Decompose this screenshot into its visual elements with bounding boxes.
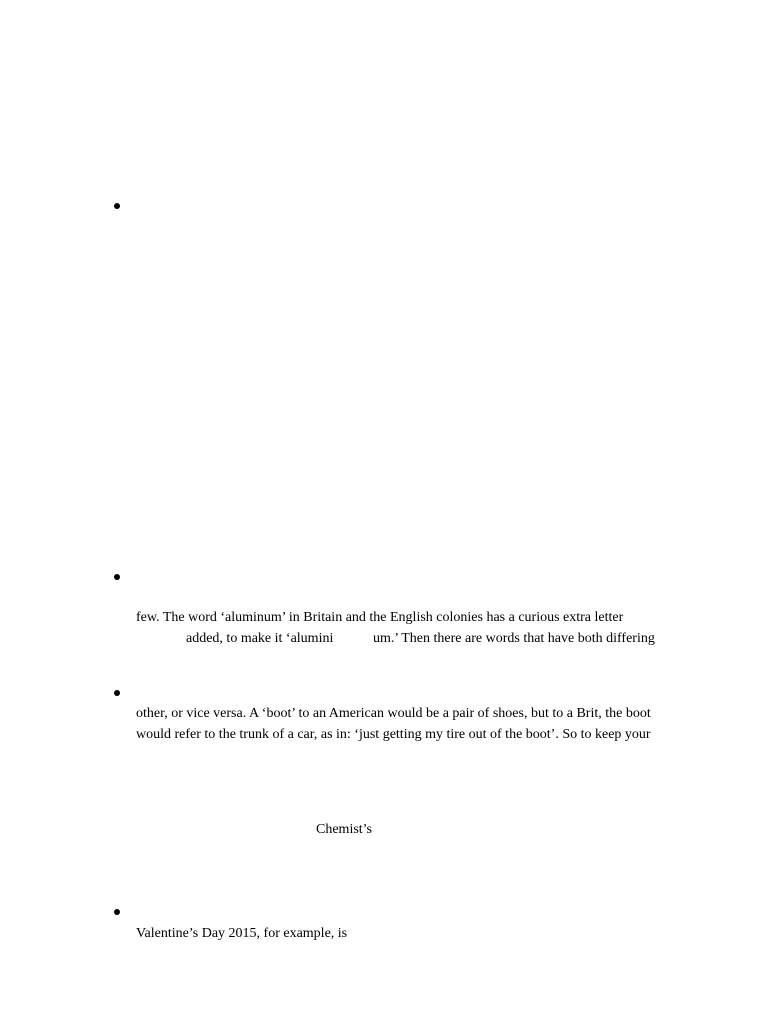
body-text-line: um.’ Then there are words that have both differing: [373, 631, 655, 646]
bullet-1: [114, 203, 120, 209]
bullet-2: [114, 574, 120, 580]
body-text-line: added, to make it ‘alumini: [186, 631, 334, 646]
body-text-line: other, or vice versa. A ‘boot’ to an American would be a pair of shoes, but to a Brit, the boot: [136, 706, 651, 721]
body-text-line: Valentine’s Day 2015, for example, is: [136, 926, 348, 941]
body-text-line: Chemist’s: [316, 822, 373, 837]
body-text-line: few. The word ‘aluminum’ in Britain and the English colonies has a curious extra letter: [136, 610, 624, 625]
bullet-4: [114, 909, 120, 915]
body-text-line: would refer to the trunk of a car, as in: ‘just getting my tire out of the boot’. So to keep your: [136, 727, 651, 742]
bullet-3: [114, 690, 120, 696]
